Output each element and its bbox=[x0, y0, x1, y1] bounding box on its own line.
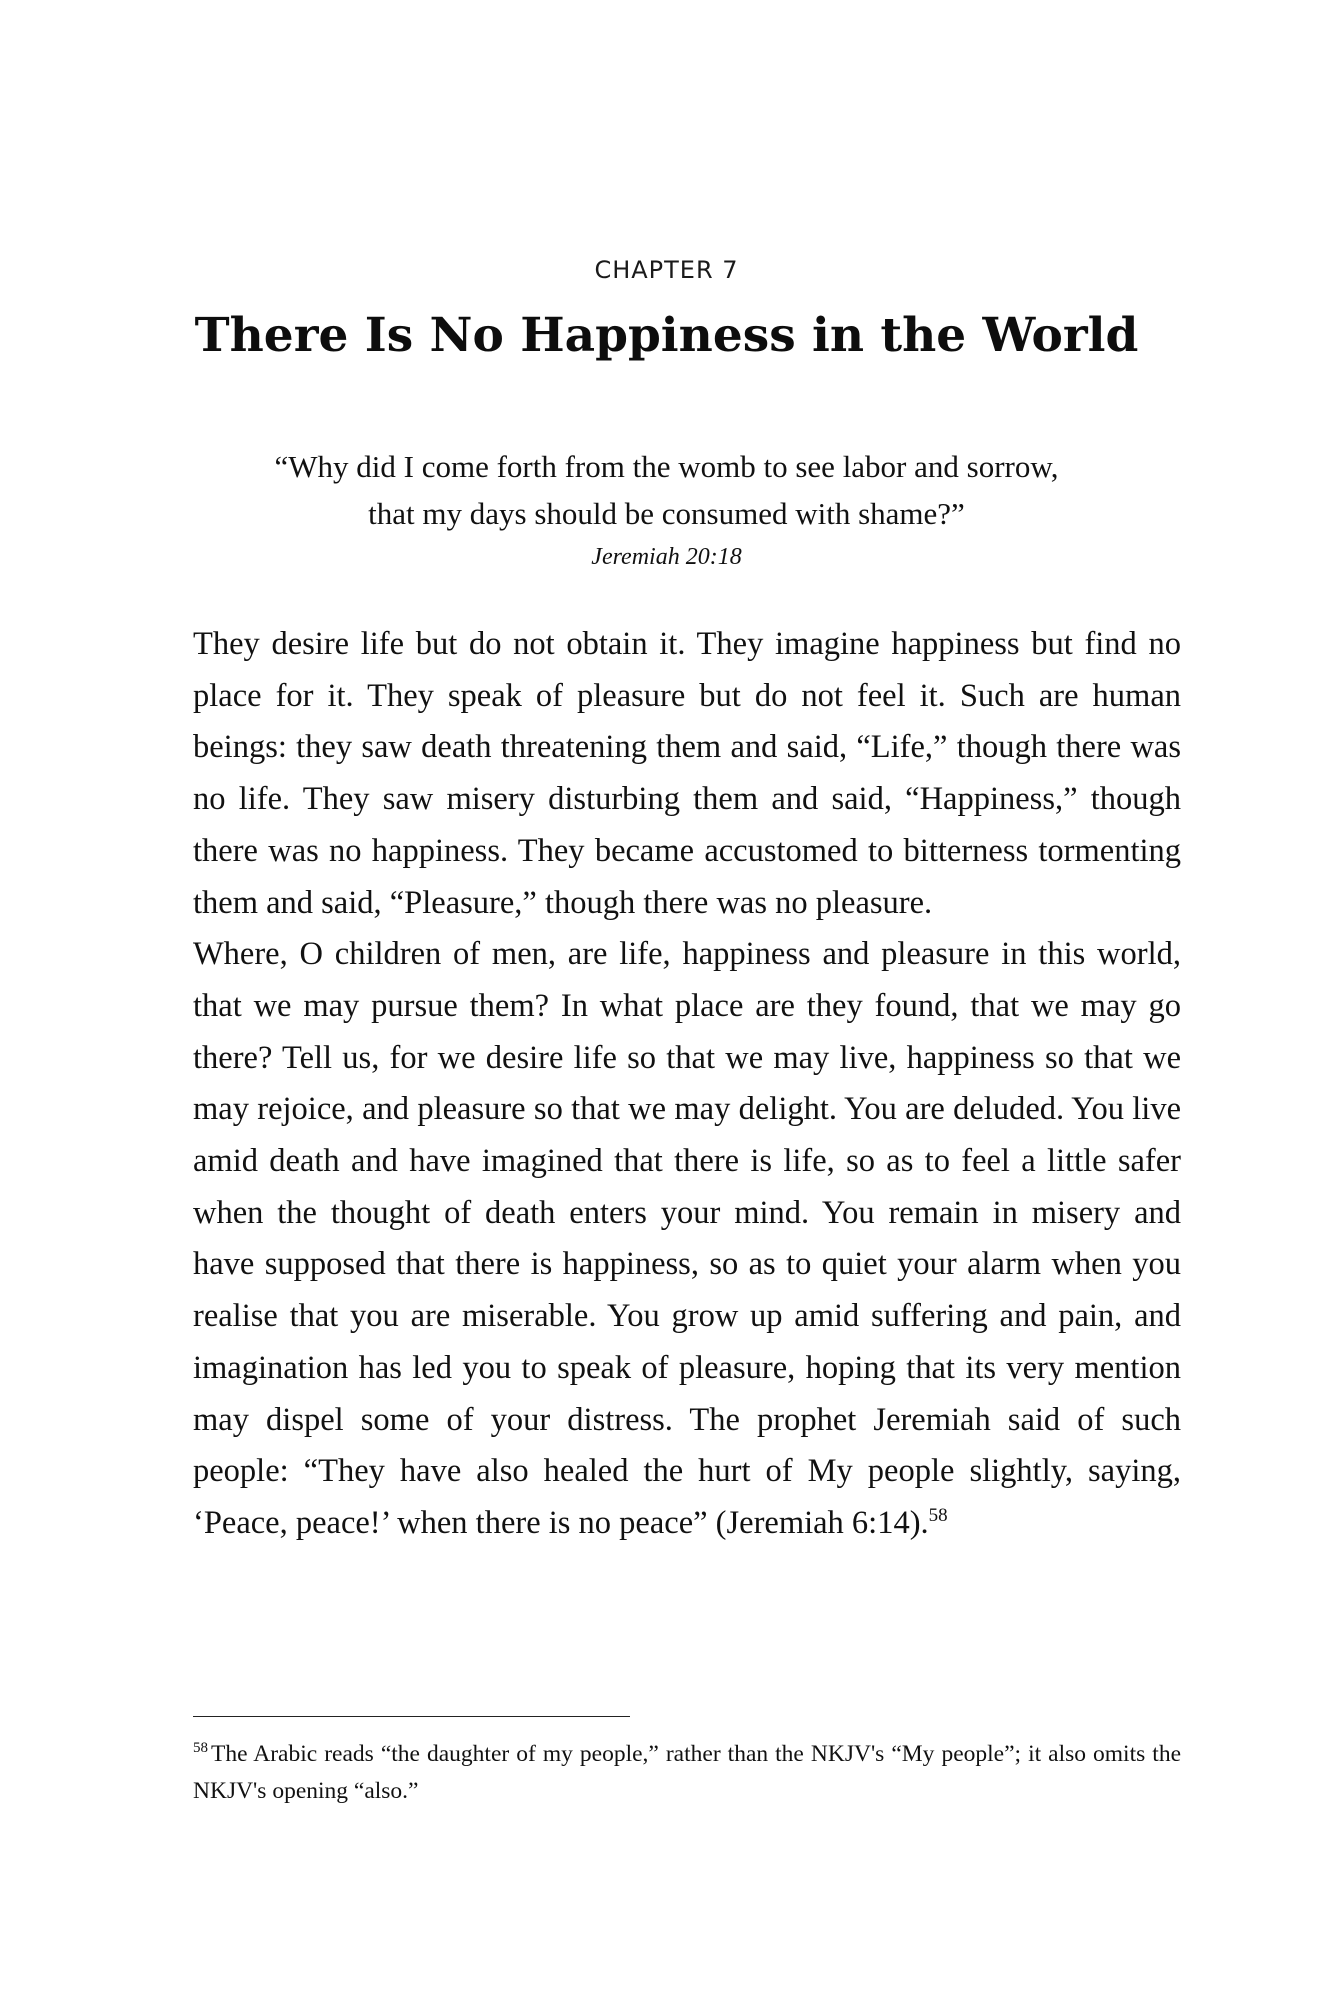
chapter-title: There Is No Happiness in the World bbox=[194, 308, 1139, 363]
body-text bbox=[193, 619, 1181, 1550]
body-paragraph bbox=[193, 929, 1181, 1549]
chapter-label: CHAPTER 7 bbox=[594, 256, 739, 284]
footnote bbox=[193, 1736, 1181, 1810]
epigraph-line: that my days should be consumed with shame?” bbox=[368, 496, 965, 531]
footnote-reference[interactable]: 58 bbox=[928, 1505, 948, 1527]
footnote-number: 58 bbox=[193, 1740, 208, 1757]
epigraph-source: Jeremiah 20:18 bbox=[591, 544, 742, 570]
footnote-text: The Arabic reads “the daughter of my people,” rather than the NKJV's “My people”; it also omits the NKJV's opening “also.” bbox=[193, 1741, 1181, 1804]
paragraph-text: They desire life but do not obtain it. They imagine happiness but find no place for it. They speak of pleasure but do not feel it. Such are human beings: they saw death threatening them and said, “Life,” though there was no life. They saw misery disturbing them and said, “Happiness,” though there was no happiness. They became accustomed to bitterness tormenting them and said, “Pleasure,” though there was no pleasure. bbox=[193, 626, 1181, 921]
paragraph-text: Where, O children of men, are life, happiness and pleasure in this world, that we may pursue them? In what place are they found, that we may go there? Tell us, for we desire life so that we may live, happiness so that we may rejoice, and pleasure so that we may delight. You are deluded. You live amid death and have imagined that there is life, so as to feel a little safer when the thought of death enters your mind. You remain in misery and have supposed that there is happiness, so as to quiet your alarm when you realise that you are miserable. You grow up amid suffering and pain, and imagination has led you to speak of pleasure, hoping that its very mention may dispel some of your distress. The prophet Jeremiah said of such people: “They have also healed the hurt of My people slightly, saying, ‘Peace, peace!’ when there is no peace” (Jeremiah 6:14). bbox=[193, 936, 1181, 1541]
epigraph-line: “Why did I come forth from the womb to see labor and sorrow, bbox=[274, 449, 1059, 484]
epigraph bbox=[190, 443, 1143, 577]
footnote-divider bbox=[193, 1716, 630, 1717]
body-paragraph bbox=[193, 619, 1181, 929]
